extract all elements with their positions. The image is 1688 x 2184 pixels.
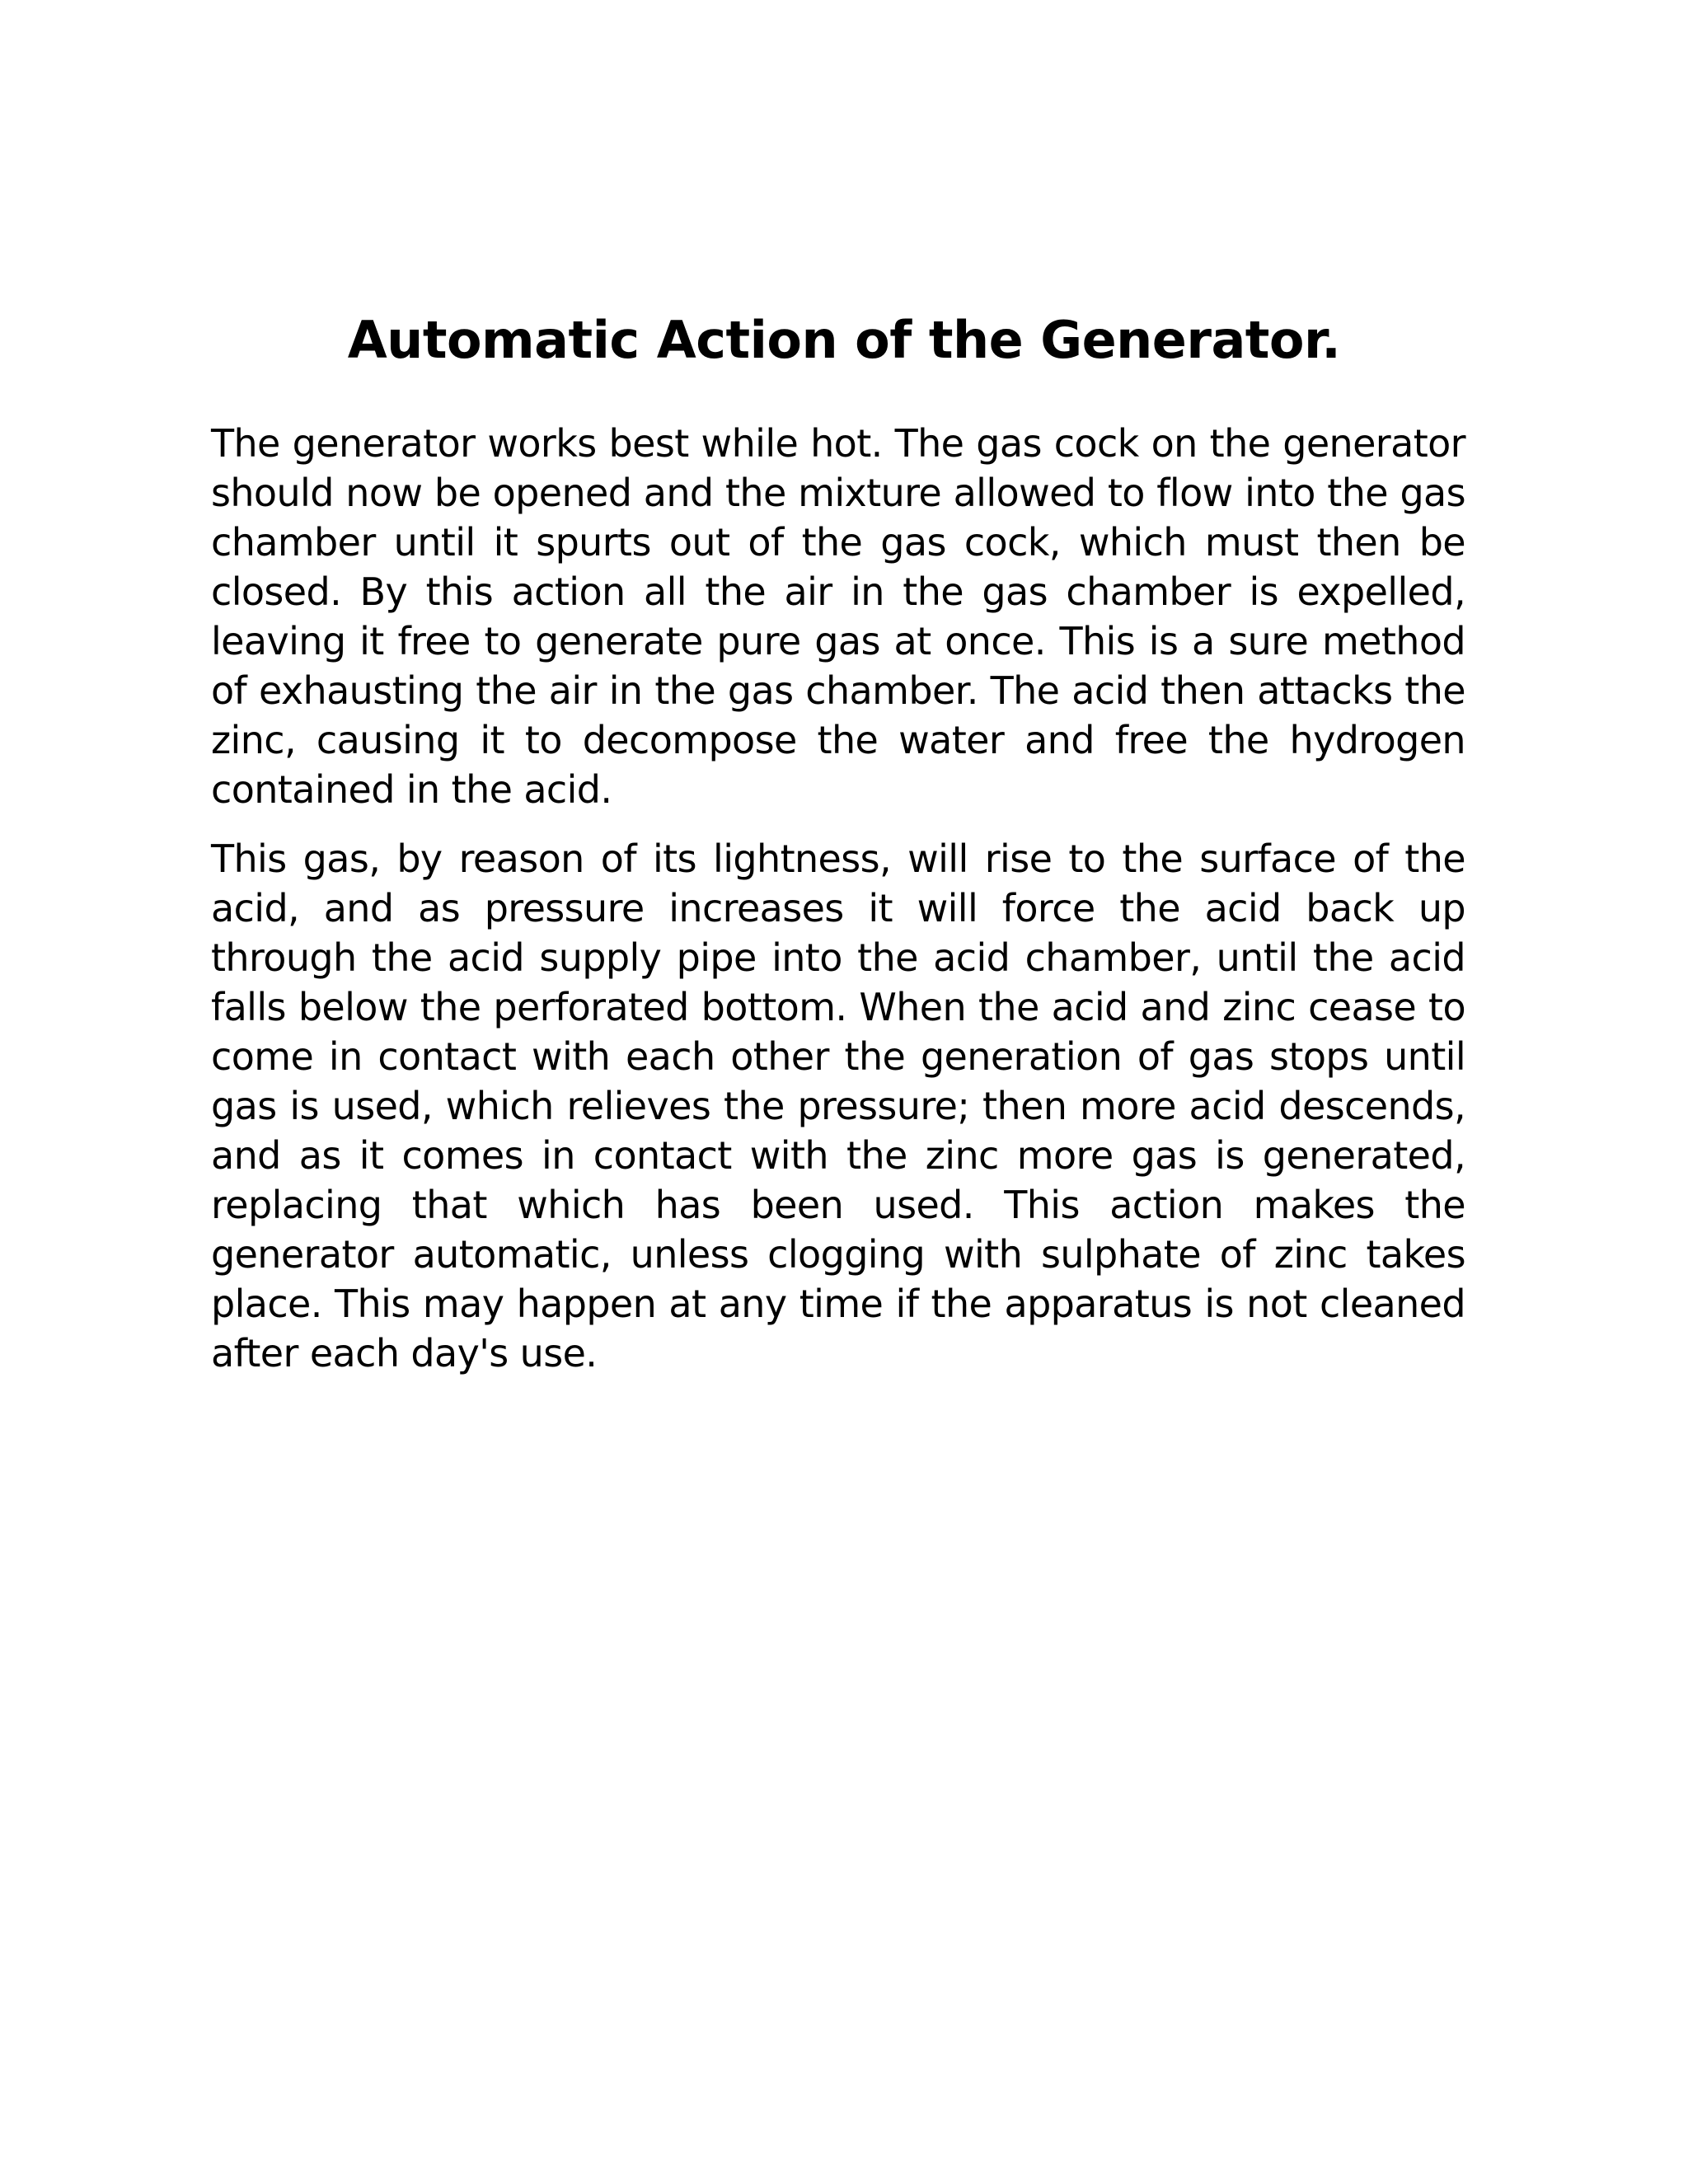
paragraph-2: This gas, by reason of its lightness, will rise to the surface of the acid, and as pressure increases it will force the acid back up through the acid supply pipe into the acid chamber, until the acid falls below the perforated bottom. When the acid and zinc cease to come in contact with each other the generation of gas stops until gas is used, which relieves the pressure; then more acid descends, and as it comes in contact with the zinc more gas is generated, replacing that which has been used. This action makes the generator automatic, unless clogging with sulphate of zinc takes place. This may happen at any time if the apparatus is not cleaned after each day's use. bbox=[211, 837, 1465, 1376]
page-title: Automatic Action of the Generator. bbox=[347, 310, 1341, 370]
paragraph-1: The generator works best while hot. The gas cock on the generator should now be opened and the mixture allowed to flow into the gas chamber until it spurts out of the gas cock, which must then be closed. By this action all the air in the gas chamber is expelled, leaving it free to generate pure gas at once. This is a sure method of exhausting the air in the gas chamber. The acid then attacks the zinc, causing it to decompose the water and free the hydrogen contained in the acid. bbox=[211, 421, 1465, 812]
body-text bbox=[211, 419, 1465, 1398]
